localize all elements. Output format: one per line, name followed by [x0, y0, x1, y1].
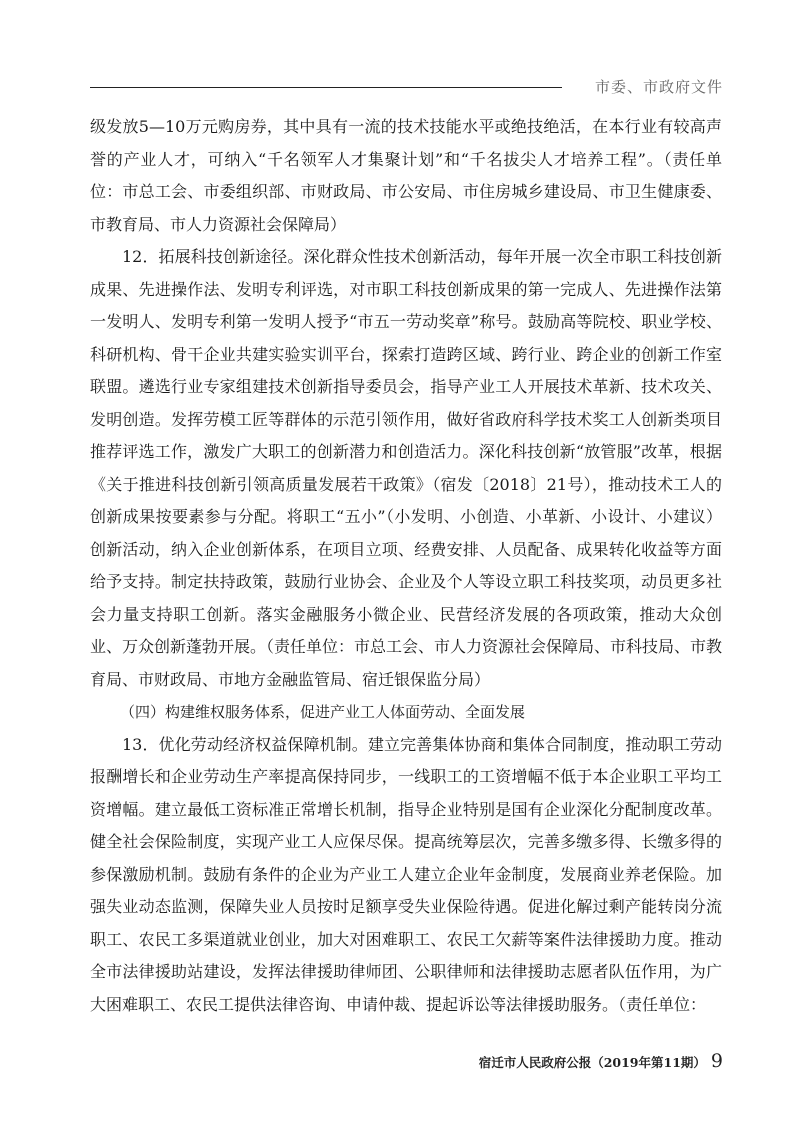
paragraph-item-12: 12．拓展科技创新途径。深化群众性技术创新活动，每年开展一次全市职工科技创新成果、先进操作法、发明专利评选，对市职工科技创新成果的第一完成人、先进操作法第一发明人、发明专利第一发明人授予“市五一劳动奖章”称号。鼓励高等院校、职业学校、科研机构、骨干企业共建实验实训平台，探索打造跨区域、跨行业、跨企业的创新工作室联盟。遴选行业专家组建技术创新指导委员会，指导产业工人开展技术革新、技术攻关、发明创造。发挥劳模工匠等群体的示范引领作用，做好省政府科学技术奖工人创新类项目推荐评选工作，激发广大职工的创新潜力和创造活力。深化科技创新“放管服”改革，根据《关于推进科技创新引领高质量发展若干政策》（宿发〔2018〕21号），推动技术工人的创新成果按要素参与分配。将职工“五小”（小发明、小创造、小革新、小设计、小建议）创新活动，纳入企业创新体系，在项目立项、经费安排、人员配备、成果转化收益等方面给予支持。制定扶持政策，鼓励行业协会、企业及个人等设立职工科技奖项，动员更多社会力量支持职工创新。落实金融服务小微企业、民营经济发展的各项政策，推动大众创业、万众创新蓬勃开展。（责任单位：市总工会、市人力资源社会保障局、市科技局、市教育局、市财政局、市地方金融监管局、宿迁银保监分局） — [90, 247, 723, 689]
paragraph-item-13: 13．优化劳动经济权益保障机制。建立完善集体协商和集体合同制度，推动职工劳动报酬增长和企业劳动生产率提高保持同步，一线职工的工资增幅不低于本企业职工平均工资增幅。建立最低工资标准正常增长机制，指导企业特别是国有企业深化分配制度改革。健全社会保险制度，实现产业工人应保尽保。提高统筹层次，完善多缴多得、长缴多得的参保激励机制。鼓励有条件的企业为产业工人建立企业年金制度，发展商业养老保险。加强失业动态监测，保障失业人员按时足额享受失业保险待遇。促进化解过剩产能转岗分流职工、农民工多渠道就业创业，加大对困难职工、农民工欠薪等案件法律援助力度。推动全市法律援助站建设，发挥法律援助律师团、公职律师和法律援助志愿者队伍作用，为广大困难职工、农民工提供法律咨询、申请仲裁、提起诉讼等法律援助服务。（责任单位： — [90, 734, 722, 1014]
header-title: 市委、市政府文件 — [594, 78, 723, 96]
page-header — [90, 76, 723, 100]
section-heading-4: （四）构建维权服务体系，促进产业工人体面劳动、全面发展 — [120, 703, 526, 721]
journal-title: 宿迁市人民政府公报（2019年第11期） — [478, 1055, 706, 1070]
document-body — [90, 111, 722, 1021]
page-number: 9 — [710, 1050, 723, 1072]
page-footer — [90, 1050, 723, 1080]
header-rule — [90, 87, 562, 88]
paragraph-continued: 级发放5—10万元购房券，其中具有一流的技术技能水平或绝技绝活，在本行业有较高声誉的产业人才，可纳入“千名领军人才集聚计划”和“千名拔尖人才培养工程”。（责任单位：市总工会、市委组织部、市财政局、市公安局、市住房城乡建设局、市卫生健康委、市教育局、市人力资源社会保障局） — [90, 117, 722, 234]
